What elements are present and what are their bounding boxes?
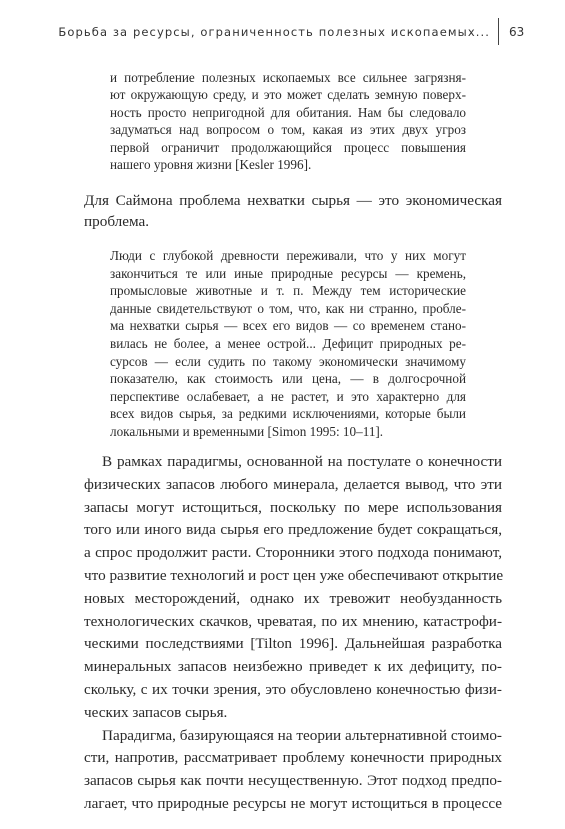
body-text: [84, 451, 502, 816]
text-line: всех видов сырья, за редкими исключениями, которые были: [110, 406, 466, 422]
text-line: данные свидетельствуют о том, что, как ни странно, пробле-: [110, 300, 466, 316]
text-line: скольку, с их точки зрения, это обусловлено конечностью физи-: [84, 680, 502, 698]
text-line: лагает, что природные ресурсы не могут истощиться в процессе: [84, 794, 502, 812]
text-line: технологических скачков, чреватая, по их мнению, катастрофи-: [84, 612, 502, 630]
block-quote-kesler: [110, 69, 466, 173]
text-line: показателю, как стоимость или цена, — в долгосрочной: [110, 371, 466, 387]
body-paragraph-2: [84, 725, 502, 816]
text-line: ность просто непригодной для обитания. Нам бы следовало: [110, 104, 466, 120]
text-line: физических запасов любого минерала, делается вывод, что эти: [84, 475, 502, 493]
text-line: того или иного вида сырья его предложение будет сокращаться,: [84, 521, 502, 539]
text-line: и потребление полезных ископаемых все сильнее загрязня-: [110, 70, 466, 85]
text-line: задуматься над вопросом о том, какая из этих двух угроз: [110, 122, 466, 138]
text-line: вилась не более, а менее острой... Дефицит природных ре-: [110, 335, 466, 351]
text-line: первой ограничит продолжающийся процесс повышения: [110, 139, 466, 155]
text-line: закончиться те или иные природные ресурсы — кремень,: [110, 265, 466, 281]
text-line: а спрос продолжит расти. Сторонники этого подхода понимают,: [84, 544, 502, 562]
intro-paragraph: [84, 191, 502, 232]
text-line: локальными и временными [Simon 1995: 10–11].: [110, 423, 384, 439]
block-quote-simon: [110, 247, 466, 441]
text-line: сурсов — если судить по такому экономически значимому: [110, 353, 466, 369]
text-line: что развитие технологий и рост цен уже обеспечивают открытие: [84, 566, 504, 584]
text-line: сти, напротив, рассматривает проблему конечности природных: [84, 749, 502, 767]
text-line: перспективе ослабевает, а не растет, и это характерно для: [110, 388, 466, 404]
text-line: ют окружающую среду, и это может сделать земную поверх-: [110, 87, 466, 103]
running-head: Борьба за ресурсы, ограниченность полезных ископаемых...: [58, 25, 490, 39]
text-line: промысловые животные и т. п. Между тем исторические: [110, 283, 466, 299]
text-line: минеральных запасов неизбежно приведет к их дефициту, по-: [84, 658, 502, 676]
text-line: новых месторождений, однако их тревожит необузданность: [84, 589, 502, 607]
page-number: 63: [509, 25, 525, 39]
text-line: запасы могут истощиться, поскольку по мере использования: [84, 498, 502, 516]
text-line: нашего уровня жизни [Kesler 1996].: [110, 157, 312, 173]
text-line: Люди с глубокой древности переживали, что у них могут: [110, 248, 466, 263]
header-divider: [498, 18, 499, 45]
text-line: ческими последствиями [Tilton 1996]. Дальнейшая разработка: [84, 635, 502, 653]
text-line: проблема.: [84, 212, 150, 230]
text-line: ма нехватки сырья — всех его видов — со временем стано-: [110, 318, 466, 334]
text-line: запасов сырья как почти несущественную. Этот подход предпо-: [84, 772, 502, 790]
page-header: [0, 18, 565, 42]
text-line: Для Саймона проблема нехватки сырья — это экономическая: [84, 192, 502, 209]
text-line: Парадигма, базирующаяся на теории альтернативной стоимо-: [102, 726, 502, 744]
text-line: В рамках парадигмы, основанной на постулате о конечности: [102, 453, 502, 470]
body-paragraph-1: [84, 451, 502, 725]
text-line: ческих запасов сырья.: [84, 703, 228, 721]
